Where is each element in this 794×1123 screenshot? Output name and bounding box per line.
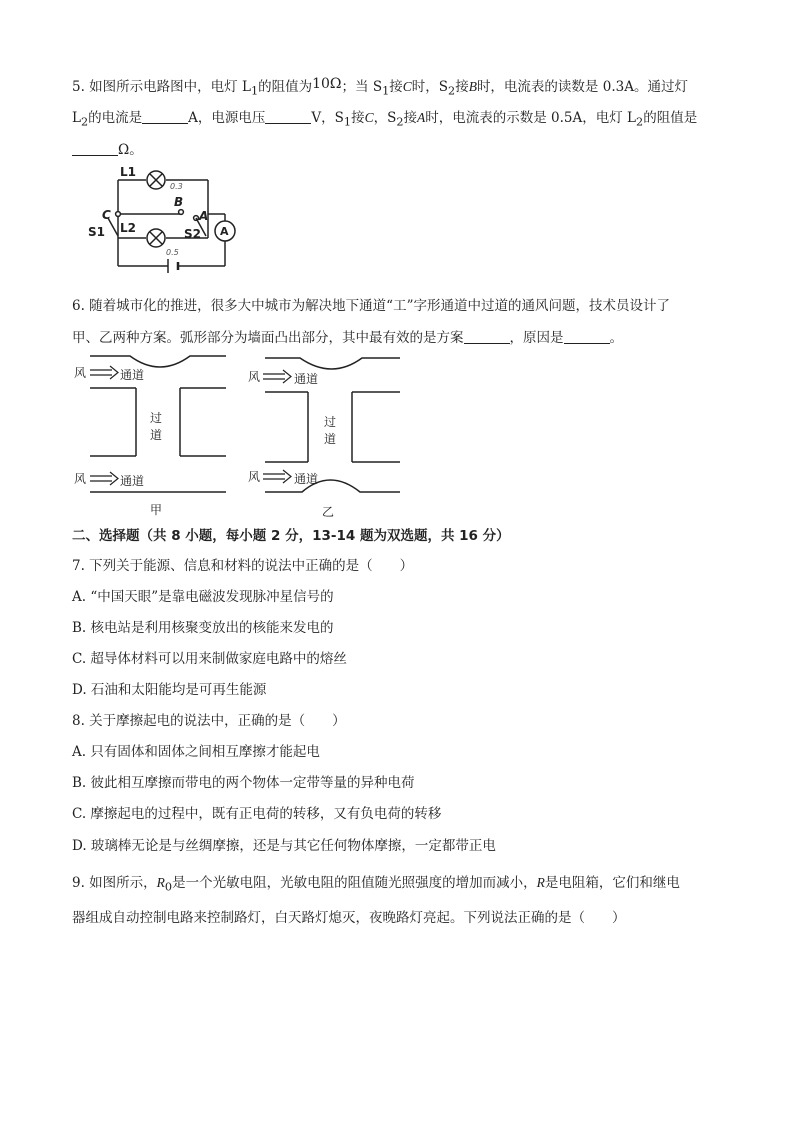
q9-text: 9. 如图所示，: [72, 875, 157, 891]
label-a: A: [199, 209, 209, 223]
q6-text: 甲、乙两种方案。弧形部分为墙面凸出部分，其中最有效的是方案: [72, 330, 464, 346]
answer-blank[interactable]: [464, 329, 510, 344]
q6-line2: [72, 328, 623, 348]
label-tunnel: 通道: [120, 368, 145, 382]
label-c: C: [102, 208, 111, 222]
q5-italic: A: [417, 110, 426, 125]
q5-italic: C: [402, 79, 412, 94]
q5-sub: 2: [80, 115, 89, 129]
q5-text: L: [72, 110, 81, 126]
q5-sub: 1: [343, 115, 352, 129]
q5-line1: [72, 74, 688, 102]
handwritten-note: 0.3: [170, 182, 183, 191]
q9-italic: R: [536, 875, 545, 890]
q7-stem: 7. 下列关于能源、信息和材料的说法中正确的是（ ）: [72, 558, 414, 574]
wind-arrow-icon: [90, 472, 118, 485]
q5-sub: 2: [396, 115, 404, 129]
q5-text: ；当 S: [341, 79, 383, 95]
label-tunnel: 通道: [294, 372, 319, 386]
q9-line1: [72, 873, 680, 898]
q6-line1: [72, 296, 670, 316]
q7-option-b[interactable]: B. 核电站是利用核聚变放出的核能来发电的: [72, 620, 334, 636]
q6-text: 6. 随着城市化的推进，很多大中城市为解决地下通道“工”字形通道中过道的通风问题，技术员设计了: [72, 298, 670, 314]
label-wind: 风: [248, 470, 261, 484]
label-l1: L1: [120, 166, 136, 179]
label-wind: 风: [74, 366, 87, 380]
q5-line2: [72, 108, 697, 133]
q5-text: 接: [403, 110, 417, 126]
wind-arrow-icon: [263, 370, 291, 383]
q6-tunnel-diagram: [70, 352, 410, 518]
q5-sub: 2: [636, 115, 644, 129]
q9-text: 是电阻箱，它们和继电: [544, 875, 680, 891]
q8-option-b[interactable]: B. 彼此相互摩擦而带电的两个物体一定带等量的异种电荷: [72, 775, 415, 791]
answer-blank[interactable]: [564, 329, 610, 344]
q5-text: 时，S: [411, 79, 449, 95]
q5-text: 接: [389, 79, 403, 95]
q5-text: ，S: [373, 110, 397, 126]
q5-text: Ω。: [118, 142, 143, 158]
wind-arrow-icon: [263, 470, 291, 483]
q5-sub: 1: [250, 84, 259, 98]
label-tunnel: 通道: [120, 474, 145, 488]
label-wind: 风: [74, 472, 87, 486]
label-s2: S2: [184, 227, 201, 241]
q9-sub: 0: [164, 880, 173, 894]
q5-italic: B: [468, 79, 477, 94]
q6-text: 。: [609, 330, 623, 346]
label-passage: 道: [324, 432, 337, 446]
q5-text: 的阻值为: [258, 79, 313, 95]
answer-blank[interactable]: [72, 141, 118, 156]
label-passage: 过: [324, 415, 337, 429]
label-s1: S1: [88, 225, 105, 239]
q9-line2: 器组成自动控制电路来控制路灯，白天路灯熄灭，夜晚路灯亮起。下列说法正确的是（ ）: [72, 910, 626, 926]
q5-text: 的阻值是: [643, 110, 698, 126]
q5-line3: [72, 140, 143, 160]
answer-blank[interactable]: [265, 109, 311, 124]
q5-text: 接: [351, 110, 365, 126]
q6-text: ，原因是: [509, 330, 564, 346]
answer-blank[interactable]: [142, 109, 188, 124]
q9-italic: R: [156, 875, 165, 890]
q5-text: 的电流是: [88, 110, 143, 126]
q9-text: 是一个光敏电阻，光敏电阻的阻值随光照强度的增加而减小，: [172, 875, 537, 891]
label-l2: L2: [120, 221, 136, 235]
q5-resistance: 10Ω: [312, 76, 342, 92]
q8-option-c[interactable]: C. 摩擦起电的过程中，既有正电荷的转移，又有负电荷的转移: [72, 806, 442, 822]
q7-option-a[interactable]: A. “中国天眼”是靠电磁波发现脉冲星信号的: [72, 589, 334, 605]
q5-text: A，电源电压: [188, 110, 266, 126]
section-header: 二、选择题（共 8 小题，每小题 2 分，13-14 题为双选题，共 16 分）: [72, 528, 510, 544]
label-plan-yi: 乙: [322, 505, 335, 518]
q5-italic: C: [364, 110, 374, 125]
q5-text: 5. 如图所示电路图中，电灯 L: [72, 79, 251, 95]
q7-option-c[interactable]: C. 超导体材料可以用来制做家庭电路中的熔丝: [72, 651, 347, 667]
label-passage: 道: [150, 428, 163, 442]
q5-sub: 2: [448, 84, 456, 98]
q5-circuit-diagram: [88, 166, 248, 274]
handwritten-note: 0.5: [166, 248, 179, 257]
label-passage: 过: [150, 411, 163, 425]
q5-text: 接: [455, 79, 469, 95]
q5-sub: 1: [382, 84, 390, 98]
q8-stem: 8. 关于摩擦起电的说法中，正确的是（ ）: [72, 713, 346, 729]
q5-text: 时，电流表的示数是 0.5A，电灯 L: [425, 110, 637, 126]
q8-option-a[interactable]: A. 只有固体和固体之间相互摩擦才能起电: [72, 744, 320, 760]
label-b: B: [174, 195, 184, 209]
label-plan-jia: 甲: [150, 503, 163, 517]
q8-option-d[interactable]: D. 玻璃棒无论是与丝绸摩擦，还是与其它任何物体摩擦，一定都带正电: [72, 838, 496, 854]
q7-option-d[interactable]: D. 石油和太阳能均是可再生能源: [72, 682, 267, 698]
q5-text: 时，电流表的读数是 0.3A。通过灯: [476, 79, 688, 95]
wind-arrow-icon: [90, 366, 118, 379]
label-wind: 风: [248, 370, 261, 384]
q5-text: V，S: [311, 110, 344, 126]
label-tunnel: 通道: [294, 472, 319, 486]
ammeter-label: A: [220, 225, 229, 238]
